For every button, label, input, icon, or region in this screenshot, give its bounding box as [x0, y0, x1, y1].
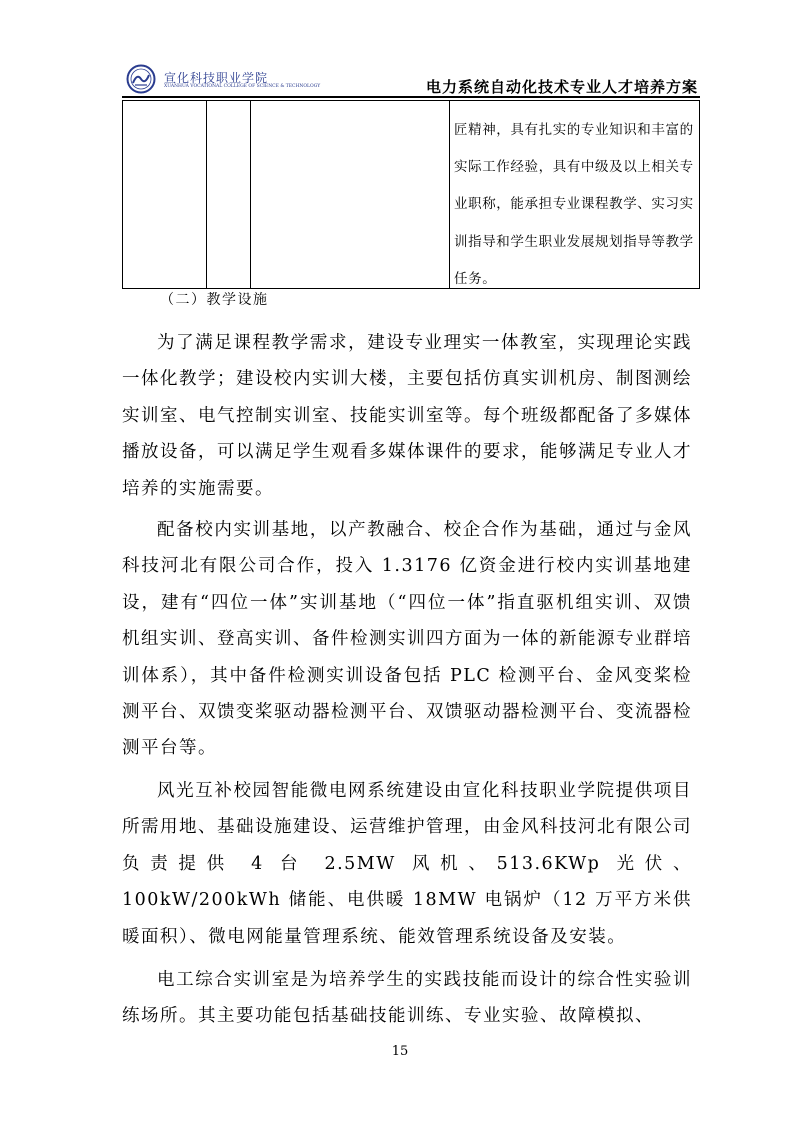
paragraph: 风光互补校园智能微电网系统建设由宣化科技职业学院提供项目所需用地、基础设施建设、运营维护管理，由金风科技河北有限公司负责提供 4 台 2.5MW 风机、513.6KWp 光伏、100kW/200kWh 储能、电供暖 18MW 电锅炉（12 万平方米供暖面积）、微电网能量管理系统、能效管理系统设备及安装。 — [122, 781, 692, 947]
paragraph: 电工综合实训室是为培养学生的实践技能而设计的综合性实验训练场所。其主要功能包括基础技能训练、专业实验、故障模拟、 — [122, 970, 692, 1027]
section-heading: （二）教学设施 — [160, 292, 269, 308]
table-cell-requirements: 匠精神，具有扎实的专业知识和丰富的实际工作经验，具有中级及以上相关专业职称，能承担专业课程教学、实习实训指导和学生职业发展规划指导等教学任务。 — [454, 122, 694, 287]
document-title: 电力系统自动化技术专业人才培养方案 — [425, 78, 698, 96]
school-name: 宣化科技职业学院 — [164, 71, 269, 85]
page-header — [122, 62, 700, 96]
table-column-divider — [449, 101, 450, 288]
table-column-divider — [250, 101, 251, 288]
page-number: 15 — [391, 1044, 409, 1059]
table-column-divider — [206, 101, 207, 288]
header-rule-thick — [122, 96, 700, 98]
staff-table-continuation — [122, 101, 700, 289]
school-name-english: XUANHUA VOCATIONAL COLLEGE OF SCIENCE & TECHNOLOGY — [164, 84, 321, 89]
table-border-right — [699, 101, 700, 288]
table-border-left — [122, 101, 123, 288]
paragraph: 配备校内实训基地，以产教融合、校企合作为基础，通过与金风科技河北有限公司合作，投入 1.3176 亿资金进行校内实训基地建设，建有“四位一体”实训基地（“四位一体”指直驱机组实训、双馈机组实训、登高实训、备件检测实训四方面为一体的新能源专业群培训体系），其中备件检测实训设备包括 PLC 检测平台、金风变桨检测平台、双馈变桨驱动器检测平台、双馈驱动器检测平台、变流器检测平台等。 — [122, 520, 692, 759]
paragraph: 为了满足课程教学需求，建设专业理实一体教室，实现理论实践一体化教学；建设校内实训大楼，主要包括仿真实训机房、制图测绘实训室、电气控制实训室、技能实训室等。每个班级都配备了多媒体播放设备，可以满足学生观看多媒体课件的要求，能够满足专业人才培养的实施需要。 — [122, 333, 692, 499]
school-logo-icon — [126, 64, 156, 94]
